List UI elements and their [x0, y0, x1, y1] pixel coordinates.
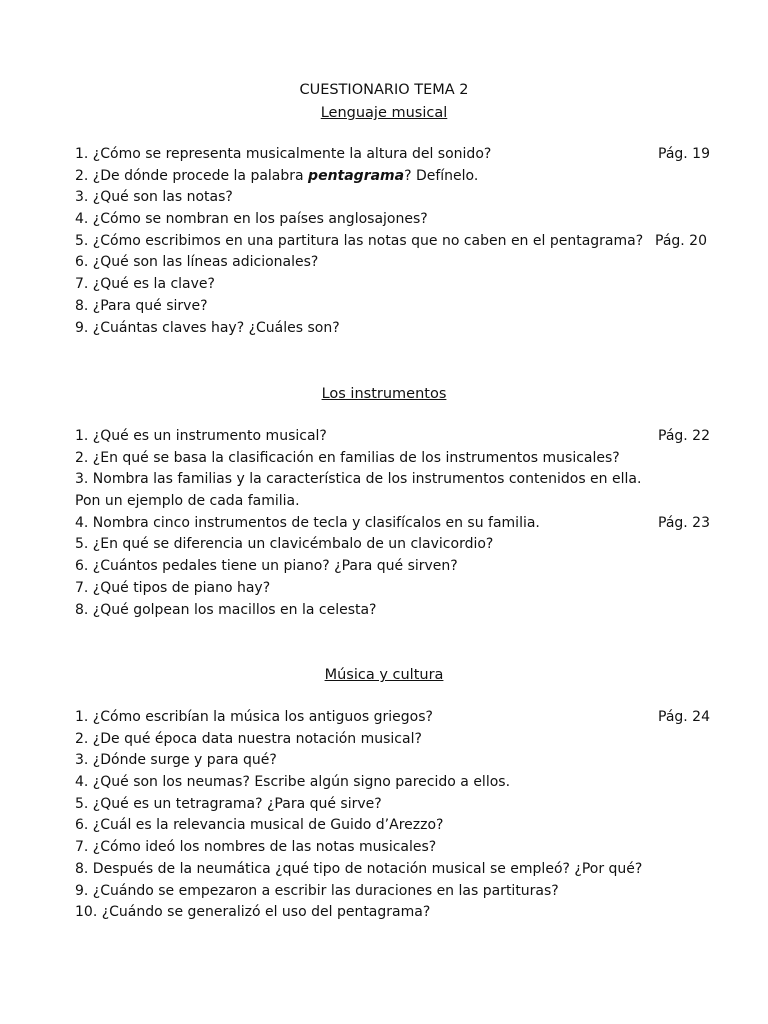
- question-item: [75, 772, 715, 794]
- question-text: 4. ¿Cómo se nombran en los países anglosajones?: [75, 211, 428, 228]
- question-text: 3. Nombra las familias y la característica de los instrumentos contenidos en ella.: [75, 471, 642, 488]
- question-item: [75, 881, 715, 903]
- question-item: [75, 578, 715, 600]
- page-reference: Pág. 19: [658, 146, 710, 162]
- question-text: 3. ¿Dónde surge y para qué?: [75, 752, 277, 769]
- question-item: [75, 426, 715, 448]
- question-item: [75, 144, 715, 166]
- question-text: 2. ¿De dónde procede la palabra: [75, 167, 309, 184]
- question-text: 5. ¿En qué se diferencia un clavicémbalo de un clavicordio?: [75, 536, 494, 553]
- document-title: CUESTIONARIO TEMA 2: [299, 82, 469, 98]
- question-item: [75, 469, 715, 512]
- question-text: 2. ¿En qué se basa la clasificación en familias de los instrumentos musicales?: [75, 449, 620, 466]
- question-text: 1. ¿Cómo escribían la música los antiguos griegos?: [75, 709, 433, 725]
- question-item: [75, 707, 715, 729]
- question-item: [75, 534, 715, 556]
- question-text: 2. ¿De qué época data nuestra notación musical?: [75, 730, 422, 747]
- question-text: 8. Después de la neumática ¿qué tipo de notación musical se empleó? ¿Por qué?: [75, 860, 643, 877]
- question-text: 3. ¿Qué son las notas?: [75, 189, 233, 206]
- question-text: 5. ¿Qué es un tetragrama? ¿Para qué sirve?: [75, 795, 382, 812]
- question-item: [75, 729, 715, 751]
- question-text: 7. ¿Qué es la clave?: [75, 276, 215, 293]
- questions-los-instrumentos: [75, 426, 715, 621]
- page-reference: Pág. 23: [658, 514, 710, 531]
- question-item: [75, 513, 715, 535]
- question-text: 6. ¿Cuál es la relevancia musical de Guido d’Arezzo?: [75, 817, 444, 834]
- question-item: [75, 274, 715, 296]
- questions-lenguaje-musical: [75, 144, 715, 339]
- question-item: [75, 902, 715, 924]
- question-text-continuation: Pon un ejemplo de cada familia.: [75, 493, 300, 510]
- question-item: [75, 837, 715, 859]
- question-item: [75, 448, 715, 470]
- question-item: [75, 209, 715, 231]
- question-text: 8. ¿Para qué sirve?: [75, 297, 208, 314]
- question-text: 9. ¿Cuántas claves hay? ¿Cuáles son?: [75, 319, 340, 336]
- question-text: 7. ¿Qué tipos de piano hay?: [75, 579, 271, 596]
- page-reference: Pág. 22: [658, 428, 710, 444]
- question-item: [75, 556, 715, 578]
- question-text: ? Defínelo.: [404, 167, 479, 184]
- section-heading-lenguaje-musical: Lenguaje musical: [320, 105, 448, 121]
- question-text: 6. ¿Qué son las líneas adicionales?: [75, 254, 319, 271]
- question-text: 1. ¿Qué es un instrumento musical?: [75, 428, 327, 444]
- question-text: 7. ¿Cómo ideó los nombres de las notas musicales?: [75, 839, 437, 856]
- question-item: [75, 252, 715, 274]
- question-item: [75, 750, 715, 772]
- page-reference: Pág. 24: [658, 709, 710, 725]
- question-item: [75, 600, 715, 622]
- page-reference: Pág. 20: [655, 232, 707, 249]
- section-heading-musica-y-cultura: Música y cultura: [324, 667, 444, 683]
- question-item: [75, 231, 715, 253]
- keyword-pentagrama: pentagrama: [308, 167, 405, 184]
- question-text: 1. ¿Cómo se representa musicalmente la altura del sonido?: [75, 146, 492, 162]
- question-item: [75, 166, 715, 188]
- question-item: [75, 318, 715, 340]
- question-text: 4. ¿Qué son los neumas? Escribe algún signo parecido a ellos.: [75, 774, 511, 791]
- question-text: 8. ¿Qué golpean los macillos en la celesta?: [75, 601, 377, 618]
- question-text: 9. ¿Cuándo se empezaron a escribir las duraciones en las partituras?: [75, 882, 559, 899]
- question-text: 5. ¿Cómo escribimos en una partitura las notas que no caben en el pentagrama?: [75, 232, 644, 249]
- question-text: 4. Nombra cinco instrumentos de tecla y clasifícalos en su familia.: [75, 514, 540, 531]
- questions-musica-y-cultura: [75, 707, 715, 924]
- question-text: 6. ¿Cuántos pedales tiene un piano? ¿Para qué sirven?: [75, 558, 458, 575]
- section-heading-los-instrumentos: Los instrumentos: [321, 386, 447, 402]
- question-text: 10. ¿Cuándo se generalizó el uso del pentagrama?: [75, 904, 431, 921]
- question-item: [75, 794, 715, 816]
- question-item: [75, 296, 715, 318]
- question-item: [75, 815, 715, 837]
- question-item: [75, 859, 715, 881]
- question-item: [75, 187, 715, 209]
